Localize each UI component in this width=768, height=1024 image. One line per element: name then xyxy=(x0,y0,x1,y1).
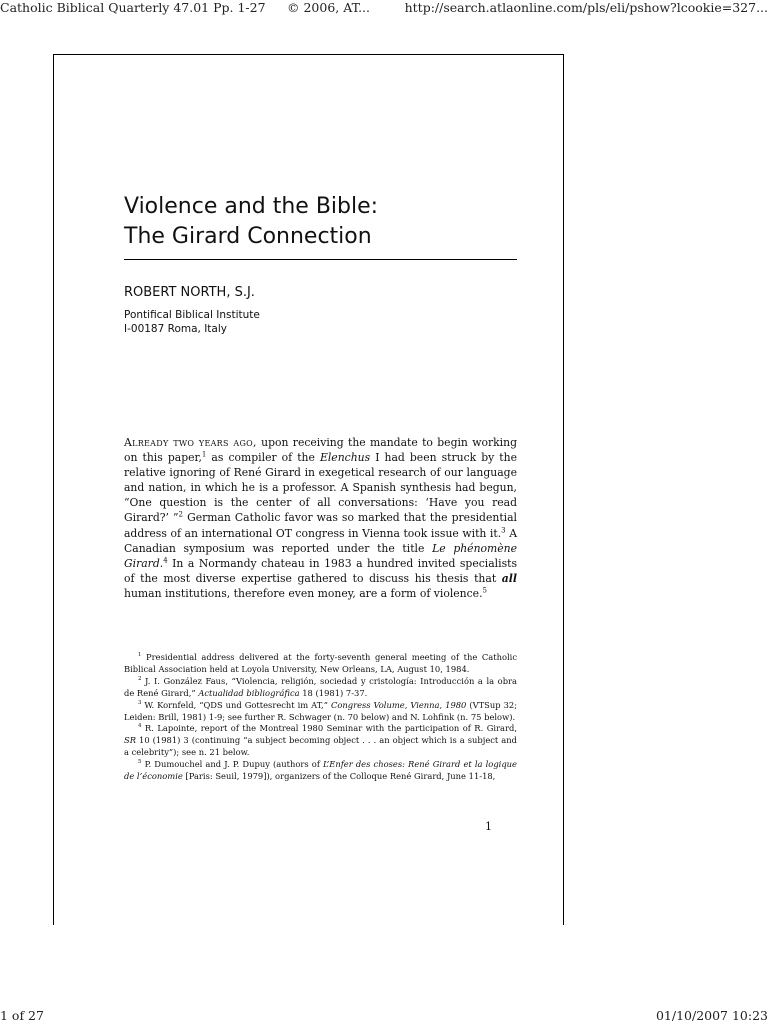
article-title-line2: The Girard Connection xyxy=(124,224,372,249)
footnote-number: 2 xyxy=(138,676,142,683)
body-text-run: German Catholic favor was so marked that the presidential address of an international OT congress in Vienna took issue with it. xyxy=(124,511,517,540)
footnote-text: W. Kornfeld, “QDS und Gottesrecht im AT,” xyxy=(141,699,331,710)
body-text-run: A Canadian symposium was reported under the title xyxy=(124,526,518,555)
print-header xyxy=(0,0,768,20)
footnote-number: 1 xyxy=(138,652,142,659)
lead-in: Already two years ago, xyxy=(124,436,257,449)
article-author: ROBERT NORTH, S.J. xyxy=(124,285,255,300)
footer-page-count: 1 of 27 xyxy=(0,1008,44,1023)
print-footer xyxy=(0,1008,768,1024)
emphasis-all: all xyxy=(501,571,517,585)
body-text-run: as compiler of the xyxy=(206,451,320,465)
footnote-4 xyxy=(124,723,517,759)
footnote-3 xyxy=(124,700,517,724)
footnote-work-title: SR xyxy=(124,735,136,746)
footnote-number: 5 xyxy=(138,759,142,766)
footnote-number: 3 xyxy=(138,699,142,706)
header-url[interactable]: http://search.atlaonline.com/pls/eli/pshow?lcookie=327... xyxy=(404,0,768,15)
footnote-text: (VTSup 32; Leiden: Brill, 1981) 1-9; see further R. Schwager (n. 70 below) and N. Lohfink (n. 75 below). xyxy=(124,699,518,722)
footnote-text: J. I. González Faus, “Violencia, religión, sociedad y cristología: Introducción a la obra de René Girard,” xyxy=(124,675,517,698)
header-source-title: Catholic Biblical Quarterly 47.01 Pp. 1-27 xyxy=(0,0,266,15)
footnote-work-title: L’Enfer des choses: René Girard et la logique de l’économie xyxy=(124,759,517,782)
footnote-1 xyxy=(124,652,517,676)
elenchus-title: Elenchus xyxy=(319,451,371,465)
author-affiliation xyxy=(124,308,260,336)
header-copyright: © 2006, AT... xyxy=(287,0,370,15)
page-number: 1 xyxy=(485,820,492,833)
affiliation-line1: Pontifical Biblical Institute xyxy=(124,309,260,321)
body-text-run: In a Normandy chateau in 1983 a hundred invited specialists of the most diverse expertise gathered to discuss his thesis that xyxy=(124,556,517,585)
body-text-run: I had been struck by the relative ignoring of René Girard in exegetical research of our language and nation, in which he is a professor. A Spanish synthesis had begun, “One question is the center of all conversations: ‘Have you read Girard?’ ” xyxy=(124,451,517,525)
footnote-ref: 1 xyxy=(201,449,207,459)
footnote-number: 4 xyxy=(138,723,142,730)
footnote-5 xyxy=(124,759,517,783)
body-paragraph xyxy=(124,435,517,601)
body-text-run: human institutions, therefore even money, are a form of violence. xyxy=(124,586,483,600)
footnote-work-title: Actualidad bibliográfica xyxy=(198,687,300,698)
article-title xyxy=(124,192,524,252)
body-text-run: . xyxy=(159,556,164,570)
article-title-line1: Violence and the Bible: xyxy=(124,194,379,219)
footnote-work-title: Congress Volume, Vienna, 1980 xyxy=(330,699,467,710)
footnote-ref: 2 xyxy=(178,509,184,519)
title-rule xyxy=(124,259,517,260)
footnotes xyxy=(124,652,517,783)
footnote-2 xyxy=(124,676,517,700)
body-text-run: upon receiving the mandate to begin working on this paper, xyxy=(124,436,518,465)
footnote-text: 18 (1981) 7-37. xyxy=(299,687,368,698)
footnote-ref: 4 xyxy=(163,555,168,565)
footnote-text: Presidential address delivered at the forty-seventh general meeting of the Catholic Biblical Association held at Loyola University, New Orleans, LA, August 10, 1984. xyxy=(124,652,517,674)
phenomene-title: Le phénomène Girard xyxy=(124,541,517,570)
footnote-ref: 5 xyxy=(482,585,487,595)
footnote-text: P. Dumouchel and J. P. Dupuy (authors of xyxy=(141,759,324,770)
affiliation-line2: I-00187 Roma, Italy xyxy=(124,323,227,335)
footnote-text: 10 (1981) 3 (continuing “a subject becoming object . . . an object which is a subject and a celebrity”); see n. 21 below. xyxy=(124,735,517,758)
scanned-page xyxy=(53,54,564,925)
footnote-ref: 3 xyxy=(501,524,506,534)
footnote-text: [Paris: Seuil, 1979]), organizers of the Colloque René Girard, June 11-18, xyxy=(182,771,496,782)
footer-timestamp: 01/10/2007 10:23 xyxy=(655,1008,768,1023)
footnote-text: R. Lapointe, report of the Montreal 1980 Seminar with the participation of R. Girard, xyxy=(141,723,517,734)
